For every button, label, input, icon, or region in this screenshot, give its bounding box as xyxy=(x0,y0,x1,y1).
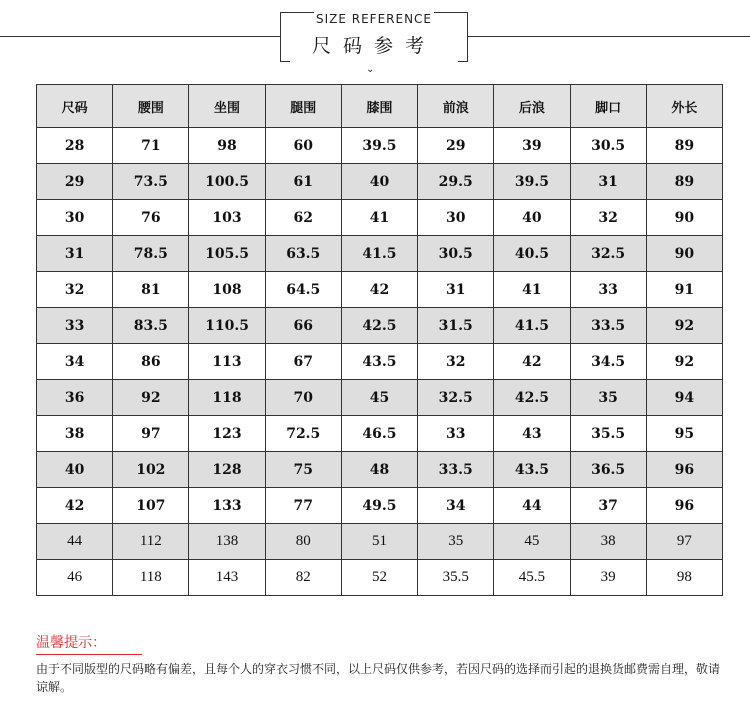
table-cell: 63.5 xyxy=(265,236,341,272)
table-cell: 64.5 xyxy=(265,272,341,308)
table-cell: 51 xyxy=(341,524,417,560)
table-cell: 81 xyxy=(113,272,189,308)
table-cell: 32.5 xyxy=(418,380,494,416)
table-cell: 91 xyxy=(646,272,722,308)
table-cell: 45 xyxy=(494,524,570,560)
table-cell: 34.5 xyxy=(570,344,646,380)
table-cell: 38 xyxy=(37,416,113,452)
table-row xyxy=(37,272,723,308)
table-cell: 43.5 xyxy=(341,344,417,380)
table-row xyxy=(37,344,723,380)
table-row xyxy=(37,488,723,524)
table-cell: 31 xyxy=(418,272,494,308)
table-row xyxy=(37,128,723,164)
table-cell: 138 xyxy=(189,524,265,560)
table-cell: 42 xyxy=(37,488,113,524)
column-header: 前浪 xyxy=(418,85,494,128)
table-cell: 32 xyxy=(570,200,646,236)
table-cell: 29 xyxy=(37,164,113,200)
table-cell: 39.5 xyxy=(494,164,570,200)
table-cell: 133 xyxy=(189,488,265,524)
table-cell: 102 xyxy=(113,452,189,488)
table-cell: 143 xyxy=(189,560,265,596)
table-cell: 44 xyxy=(494,488,570,524)
table-cell: 128 xyxy=(189,452,265,488)
section-title-box xyxy=(280,12,468,61)
table-cell: 35 xyxy=(418,524,494,560)
table-cell: 77 xyxy=(265,488,341,524)
table-cell: 113 xyxy=(189,344,265,380)
table-cell: 90 xyxy=(646,236,722,272)
table-header-row xyxy=(37,85,723,128)
table-cell: 76 xyxy=(113,200,189,236)
table-row xyxy=(37,452,723,488)
column-header: 尺码 xyxy=(37,85,113,128)
table-cell: 75 xyxy=(265,452,341,488)
table-cell: 35 xyxy=(570,380,646,416)
table-cell: 94 xyxy=(646,380,722,416)
column-header: 膝围 xyxy=(341,85,417,128)
table-row xyxy=(37,560,723,596)
table-cell: 62 xyxy=(265,200,341,236)
table-cell: 41 xyxy=(494,272,570,308)
table-cell: 60 xyxy=(265,128,341,164)
table-cell: 29.5 xyxy=(418,164,494,200)
table-cell: 112 xyxy=(113,524,189,560)
title-box-corner-right xyxy=(458,61,468,62)
table-cell: 46.5 xyxy=(341,416,417,452)
table-cell: 96 xyxy=(646,488,722,524)
table-cell: 30 xyxy=(418,200,494,236)
table-cell: 48 xyxy=(341,452,417,488)
table-cell: 107 xyxy=(113,488,189,524)
table-cell: 90 xyxy=(646,200,722,236)
table-cell: 30.5 xyxy=(570,128,646,164)
table-cell: 40 xyxy=(494,200,570,236)
table-cell: 98 xyxy=(189,128,265,164)
table-cell: 42 xyxy=(494,344,570,380)
table-cell: 70 xyxy=(265,380,341,416)
table-cell: 118 xyxy=(113,560,189,596)
table-cell: 95 xyxy=(646,416,722,452)
title-chinese: 尺码参考 xyxy=(311,35,436,57)
table-row xyxy=(37,380,723,416)
table-cell: 42.5 xyxy=(341,308,417,344)
table-cell: 39.5 xyxy=(341,128,417,164)
table-row xyxy=(37,164,723,200)
table-cell: 45 xyxy=(341,380,417,416)
table-row xyxy=(37,416,723,452)
table-cell: 35.5 xyxy=(570,416,646,452)
column-header: 腰围 xyxy=(113,85,189,128)
table-cell: 37 xyxy=(570,488,646,524)
table-cell: 32 xyxy=(37,272,113,308)
table-row xyxy=(37,308,723,344)
table-cell: 30 xyxy=(37,200,113,236)
table-cell: 89 xyxy=(646,128,722,164)
table-cell: 30.5 xyxy=(418,236,494,272)
table-cell: 33.5 xyxy=(418,452,494,488)
table-cell: 72.5 xyxy=(265,416,341,452)
title-english: SIZE REFERENCE xyxy=(315,12,433,26)
table-cell: 32.5 xyxy=(570,236,646,272)
table-row xyxy=(37,236,723,272)
table-cell: 34 xyxy=(418,488,494,524)
table-cell: 52 xyxy=(341,560,417,596)
table-cell: 100.5 xyxy=(189,164,265,200)
table-cell: 97 xyxy=(646,524,722,560)
table-cell: 108 xyxy=(189,272,265,308)
column-header: 外长 xyxy=(646,85,722,128)
table-cell: 41.5 xyxy=(341,236,417,272)
table-cell: 103 xyxy=(189,200,265,236)
table-cell: 38 xyxy=(570,524,646,560)
table-cell: 42.5 xyxy=(494,380,570,416)
column-header: 后浪 xyxy=(494,85,570,128)
table-cell: 39 xyxy=(494,128,570,164)
table-cell: 33 xyxy=(37,308,113,344)
table-cell: 31 xyxy=(37,236,113,272)
table-cell: 92 xyxy=(646,308,722,344)
header-rule-right xyxy=(468,36,750,37)
table-cell: 39 xyxy=(570,560,646,596)
header-rule-left xyxy=(0,36,280,37)
column-header: 脚口 xyxy=(570,85,646,128)
table-cell: 61 xyxy=(265,164,341,200)
table-cell: 45.5 xyxy=(494,560,570,596)
table-cell: 40 xyxy=(341,164,417,200)
table-cell: 41.5 xyxy=(494,308,570,344)
table-cell: 33 xyxy=(418,416,494,452)
table-cell: 73.5 xyxy=(113,164,189,200)
table-cell: 89 xyxy=(646,164,722,200)
table-cell: 44 xyxy=(37,524,113,560)
table-cell: 42 xyxy=(341,272,417,308)
table-cell: 36.5 xyxy=(570,452,646,488)
table-cell: 67 xyxy=(265,344,341,380)
table-cell: 80 xyxy=(265,524,341,560)
table-cell: 32 xyxy=(418,344,494,380)
table-cell: 31 xyxy=(570,164,646,200)
table-cell: 43.5 xyxy=(494,452,570,488)
table-cell: 43 xyxy=(494,416,570,452)
table-cell: 78.5 xyxy=(113,236,189,272)
table-row xyxy=(37,524,723,560)
table-cell: 97 xyxy=(113,416,189,452)
table-cell: 40 xyxy=(37,452,113,488)
table-cell: 29 xyxy=(418,128,494,164)
table-cell: 96 xyxy=(646,452,722,488)
table-cell: 83.5 xyxy=(113,308,189,344)
table-cell: 71 xyxy=(113,128,189,164)
table-cell: 49.5 xyxy=(341,488,417,524)
table-cell: 118 xyxy=(189,380,265,416)
table-cell: 46 xyxy=(37,560,113,596)
table-cell: 41 xyxy=(341,200,417,236)
table-cell: 33.5 xyxy=(570,308,646,344)
table-cell: 28 xyxy=(37,128,113,164)
table-cell: 31.5 xyxy=(418,308,494,344)
size-table xyxy=(36,84,723,596)
table-cell: 35.5 xyxy=(418,560,494,596)
table-cell: 92 xyxy=(113,380,189,416)
table-cell: 92 xyxy=(646,344,722,380)
title-box-corner-left xyxy=(280,61,290,62)
table-cell: 34 xyxy=(37,344,113,380)
table-cell: 110.5 xyxy=(189,308,265,344)
table-cell: 40.5 xyxy=(494,236,570,272)
table-cell: 123 xyxy=(189,416,265,452)
note-body: 由于不同版型的尺码略有偏差，且每个人的穿衣习惯不同，以上尺码仅供参考，若因尺码的选择而引起的退换货邮费需自理，敬请谅解。 xyxy=(36,662,721,694)
table-cell: 105.5 xyxy=(189,236,265,272)
table-cell: 82 xyxy=(265,560,341,596)
table-cell: 36 xyxy=(37,380,113,416)
table-cell: 33 xyxy=(570,272,646,308)
table-cell: 86 xyxy=(113,344,189,380)
note-title: 温馨提示： xyxy=(36,635,106,651)
table-cell: 66 xyxy=(265,308,341,344)
table-body xyxy=(37,128,723,596)
column-header: 坐围 xyxy=(189,85,265,128)
table-cell: 98 xyxy=(646,560,722,596)
note-title-underline xyxy=(36,654,142,655)
chevron-down-icon: ⌄ xyxy=(366,64,375,75)
column-header: 腿围 xyxy=(265,85,341,128)
table-row xyxy=(37,200,723,236)
